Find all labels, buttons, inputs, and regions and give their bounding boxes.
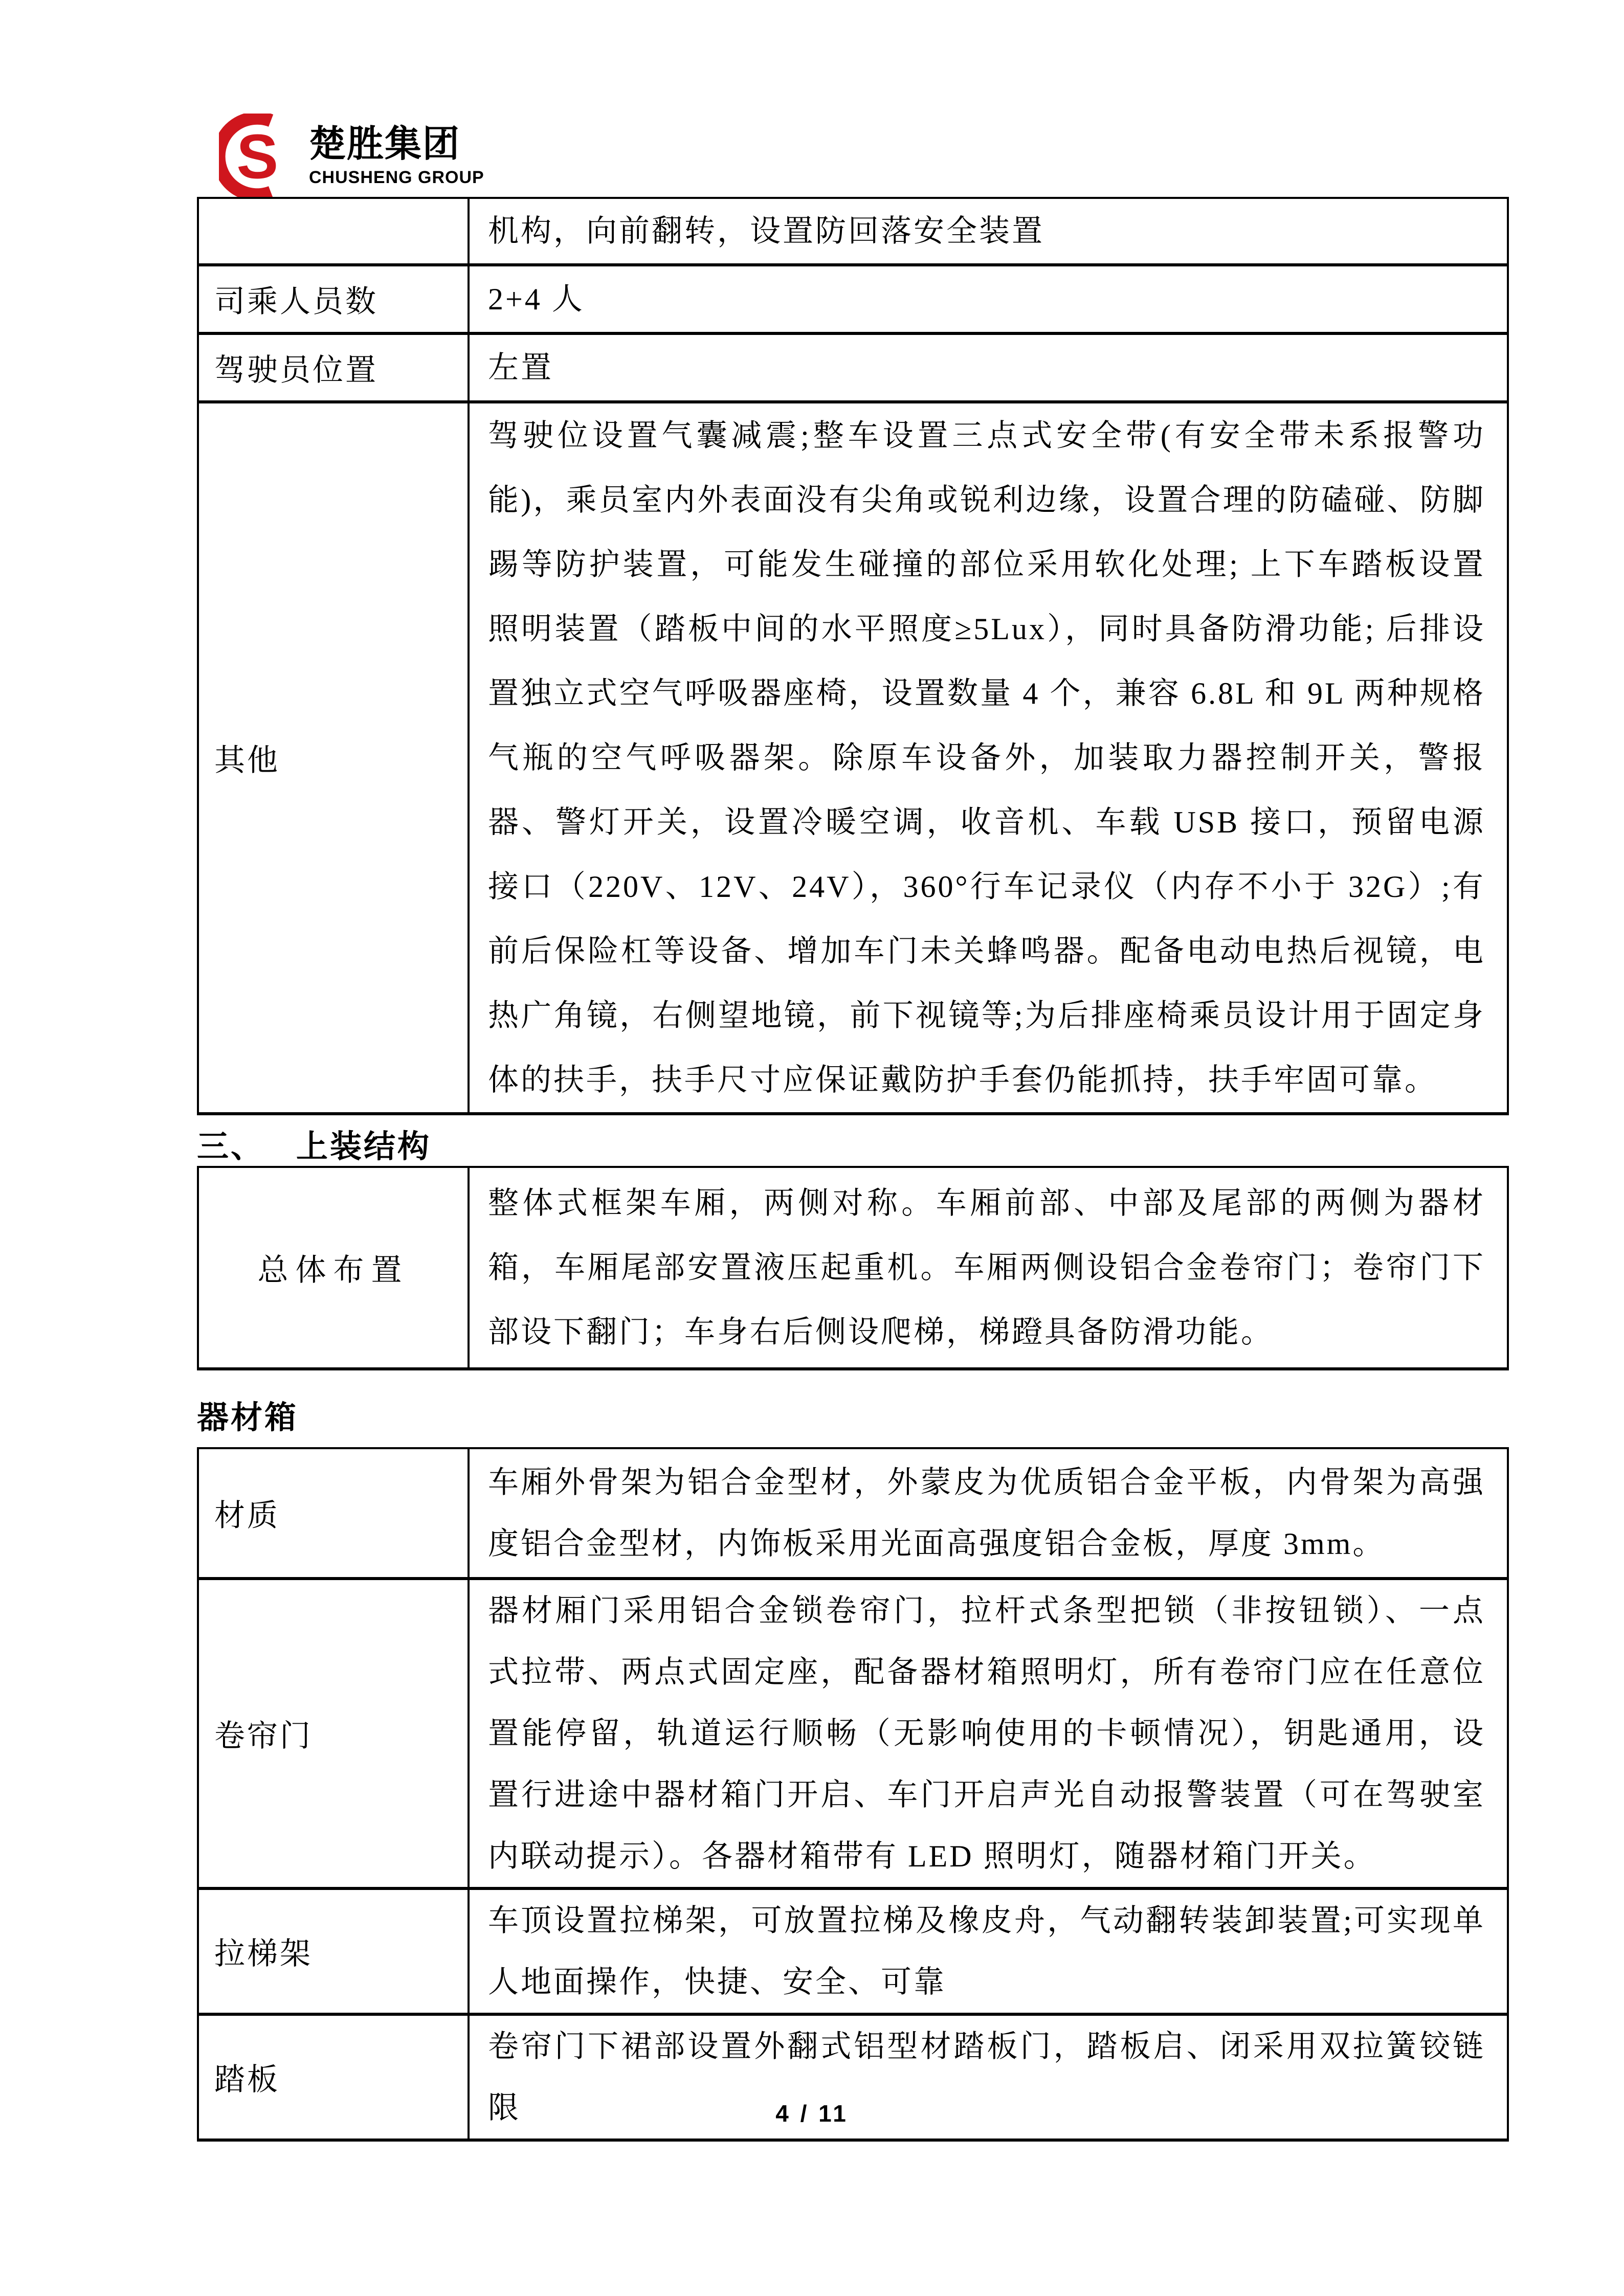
logo-en-text: CHUSHENG GROUP (309, 168, 484, 187)
table-row-driver-position (199, 335, 1507, 403)
section-title: 上装结构 (296, 1129, 432, 1164)
row-content (470, 335, 1507, 400)
table-row-mechanism (199, 199, 1507, 266)
row-content-text: 驾驶位设置气囊减震;整车设置三点式安全带(有安全带未系报警功能)，乘员室内外表面没有尖角或锐利边缘，设置合理的防磕碰、防脚踢等防护装置，可能发生碰撞的部位采用软化处理; 上下车踏板设置照明装置（踏板中间的水平照度≥5Lux），同时具备防滑功能; 后排设置独立式空气呼吸器座椅，设置数量 4 个，兼容 6.8L 和 9L 两种规格气瓶的空气呼吸器架。除原车设备外，加装取力器控制开关，警报器、警灯开关，设置冷暖空调，收音机、车载 USB 接口，预留电源接口（220V、12V、24V），360°行车记录仪（内存不小于 32G）;有前后保险杠等设备、增加车门未关蜂鸣器。配备电动电热后视镜，电热广角镜，右侧望地镜，前下视镜等;为后排座椅乘员设计用于固定身体的扶手，扶手尺寸应保证戴防护手套仍能抓持，扶手牢固可靠。 (488, 419, 1485, 1097)
row-content (470, 403, 1507, 1112)
row-label (199, 1449, 470, 1577)
spec-table-cab (197, 197, 1509, 1115)
row-content-text: 整体式框架车厢，两侧对称。车厢前部、中部及尾部的两侧为器材箱，车厢尾部安置液压起重机。车厢两侧设铝合金卷帘门；卷帘门下部设下翻门；车身右后侧设爬梯，梯蹬具备防滑功能。 (488, 1186, 1485, 1349)
row-content-text: 车顶设置拉梯架，可放置拉梯及橡皮舟，气动翻转装卸装置;可实现单人地面操作，快捷、安全、可靠 (488, 1904, 1485, 1999)
row-label-text: 总体布置 (257, 1253, 409, 1287)
chusheng-logo-icon (219, 114, 291, 199)
table-row-other (199, 403, 1507, 1112)
row-label (199, 266, 470, 332)
row-content-text: 2+4 人 (488, 282, 585, 316)
row-content-text: 机构，向前翻转，设置防回落安全装置 (488, 214, 1044, 248)
row-label-text: 材质 (214, 1499, 280, 1533)
row-label-text: 驾驶员位置 (214, 353, 378, 387)
chusheng-logo (219, 114, 484, 199)
row-label (199, 1580, 470, 1887)
row-content (470, 1580, 1507, 1887)
row-label-text: 踏板 (214, 2063, 280, 2097)
section-heading-equipment-box (197, 1392, 298, 1437)
row-label-text: 卷帘门 (214, 1719, 313, 1753)
row-content (470, 1449, 1507, 1577)
svg-text:S: S (236, 121, 279, 192)
row-label (199, 335, 470, 400)
section-title: 器材箱 (197, 1400, 299, 1435)
table-row-ladder-rack (199, 1890, 1507, 2016)
section-number: 三、 (197, 1129, 265, 1164)
row-label-text: 拉梯架 (214, 1937, 313, 1971)
row-content (470, 1168, 1507, 1367)
spec-table-layout (197, 1166, 1509, 1370)
row-label (199, 199, 470, 263)
row-content (470, 1890, 1507, 2013)
row-label-text: 司乘人员数 (214, 285, 378, 319)
logo-cn-text: 楚胜集团 (309, 124, 461, 165)
spec-table-equipment-box (197, 1447, 1509, 2142)
table-row-material (199, 1449, 1507, 1580)
row-content-text: 左置 (488, 351, 553, 385)
row-content-text: 卷帘门下裙部设置外翻式铝型材踏板门，踏板启、闭采用双拉簧铰链限 (488, 2030, 1485, 2125)
row-label-text: 其他 (214, 744, 280, 777)
row-label (199, 1890, 470, 2013)
table-row-crew-count (199, 266, 1507, 335)
logo-text-block (309, 114, 484, 188)
row-label (199, 403, 470, 1112)
row-content-text: 车厢外骨架为铝合金型材，外蒙皮为优质铝合金平板，内骨架为高强度铝合金型材，内饰板采用光面高强度铝合金板，厚度 3mm。 (488, 1466, 1485, 1561)
page-number: 4 / 11 (775, 2100, 849, 2127)
section-heading-superstructure (197, 1121, 431, 1166)
row-label (199, 1168, 470, 1367)
table-row-general-layout (199, 1168, 1507, 1367)
table-row-roller-door (199, 1580, 1507, 1890)
row-content (470, 199, 1507, 263)
row-content-text: 器材厢门采用铝合金锁卷帘门，拉杆式条型把锁（非按钮锁）、一点式拉带、两点式固定座，配备器材箱照明灯，所有卷帘门应在任意位置能停留，轨道运行顺畅（无影响使用的卡顿情况），钥匙通用，设置行进途中器材箱门开启、车门开启声光自动报警装置（可在驾驶室内联动提示）。各器材箱带有 LED 照明灯，随器材箱门开关。 (488, 1594, 1485, 1873)
row-content (470, 266, 1507, 332)
